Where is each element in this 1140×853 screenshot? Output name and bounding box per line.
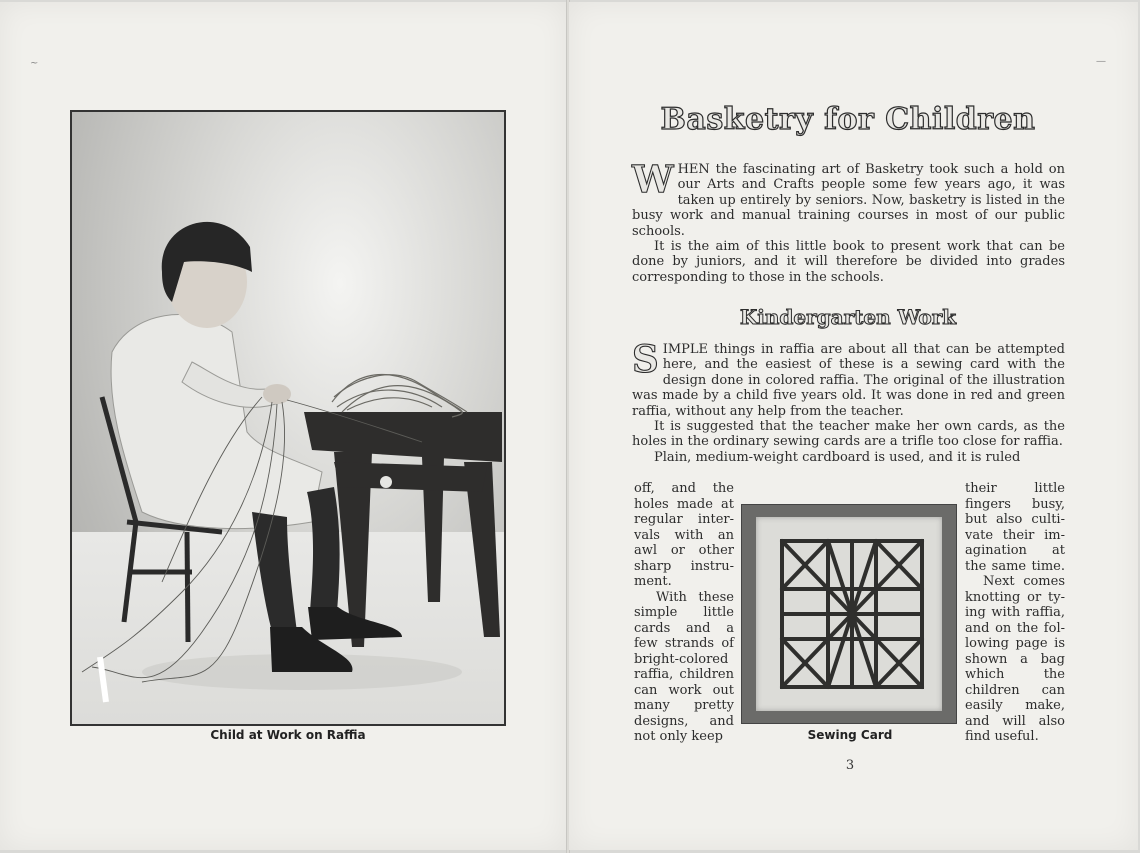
column-line: designs, and [634, 713, 734, 729]
column-line: not only keep [634, 729, 723, 744]
right-text-column [965, 481, 1065, 745]
page-mark: ~ [30, 58, 39, 69]
column-line: ment. [634, 574, 672, 589]
column-line: and will also [965, 713, 1065, 729]
column-line: children can [965, 682, 1065, 698]
column-line: regular inter- [634, 512, 734, 527]
column-line: and on the fol- [965, 620, 1065, 636]
column-line: Next comes [983, 574, 1065, 589]
sewing-card-design [756, 517, 942, 711]
column-line: bright-colored [634, 651, 729, 667]
column-line: few strands of [634, 636, 734, 651]
column-line: find useful. [965, 729, 1039, 744]
column-line: the same time. [965, 558, 1065, 574]
column-line: easily make, [965, 698, 1065, 713]
column-line: With these [656, 589, 734, 605]
column-line: vate their im- [965, 527, 1065, 543]
left-page [0, 2, 567, 850]
section-paragraph-3-start: Plain, medium-weight cardboard is used, and it is ruled [654, 449, 1021, 465]
intro-paragraph-2: It is the aim of this little book to present work that can be done by juniors, and it will therefore be divided into grades corresponding to those in the schools. [632, 239, 1065, 285]
page-number: 3 [845, 758, 855, 773]
child-illustration [72, 112, 504, 724]
column-line: ing with raffia, [965, 605, 1065, 620]
column-line: can work out [634, 682, 734, 698]
column-line: awl or other [634, 543, 734, 558]
page-mark: — [1096, 56, 1106, 67]
column-line: vals with an [634, 527, 734, 543]
page-title: Basketry for Children [660, 102, 1036, 137]
raffia-bundle [332, 375, 467, 418]
photo-caption: Child at Work on Raffia [210, 728, 366, 742]
sewing-card-caption: Sewing Card [807, 728, 893, 742]
section-paragraph-2: It is suggested that the teacher make her own cards, as the holes in the ordinary sewing cards are a trifle too close for raffia. [632, 419, 1065, 450]
column-line: many pretty [634, 698, 734, 713]
sewing-card [756, 517, 942, 711]
intro-text [632, 157, 1065, 285]
section-paragraph-1: IMPLE things in raffia are about all that can be attempted here, and the easiest of these is a sewing card with the design done in colored raffia. The original of the illustration was made by a child five years old. It was done in red and green raffia, without any help from the teacher. [632, 342, 1065, 419]
column-line: but also culti- [965, 512, 1065, 527]
column-line: knotting or ty- [965, 589, 1065, 605]
column-line: sharp instru- [634, 558, 734, 574]
section-title: Kindergarten Work [739, 305, 957, 329]
column-line: agination at [965, 543, 1065, 558]
column-line: lowing page is [965, 636, 1065, 651]
dropcap-w: W [632, 157, 674, 201]
column-line: their little [965, 481, 1065, 496]
dropcap-s: S [632, 337, 659, 381]
section-text [632, 337, 1065, 465]
child-photo [70, 110, 506, 726]
column-line: shown a bag [965, 651, 1065, 667]
column-line: raffia, children [634, 667, 734, 682]
column-line: cards and a [634, 620, 734, 636]
column-line: simple little [634, 605, 734, 620]
column-line: holes made at [634, 496, 734, 512]
intro-paragraph-1: HEN the fascinating art of Basketry took such a hold on our Arts and Crafts people some few years ago, it was taken up entirely by seniors. Now, basketry is listed in the busy work and manual training courses in most of our public schools. [632, 162, 1065, 239]
sewing-card-photo [741, 504, 957, 724]
column-line: which the [965, 667, 1065, 682]
left-text-column [634, 481, 734, 745]
column-line: fingers busy, [965, 496, 1065, 512]
column-line: off, and the [634, 481, 734, 496]
